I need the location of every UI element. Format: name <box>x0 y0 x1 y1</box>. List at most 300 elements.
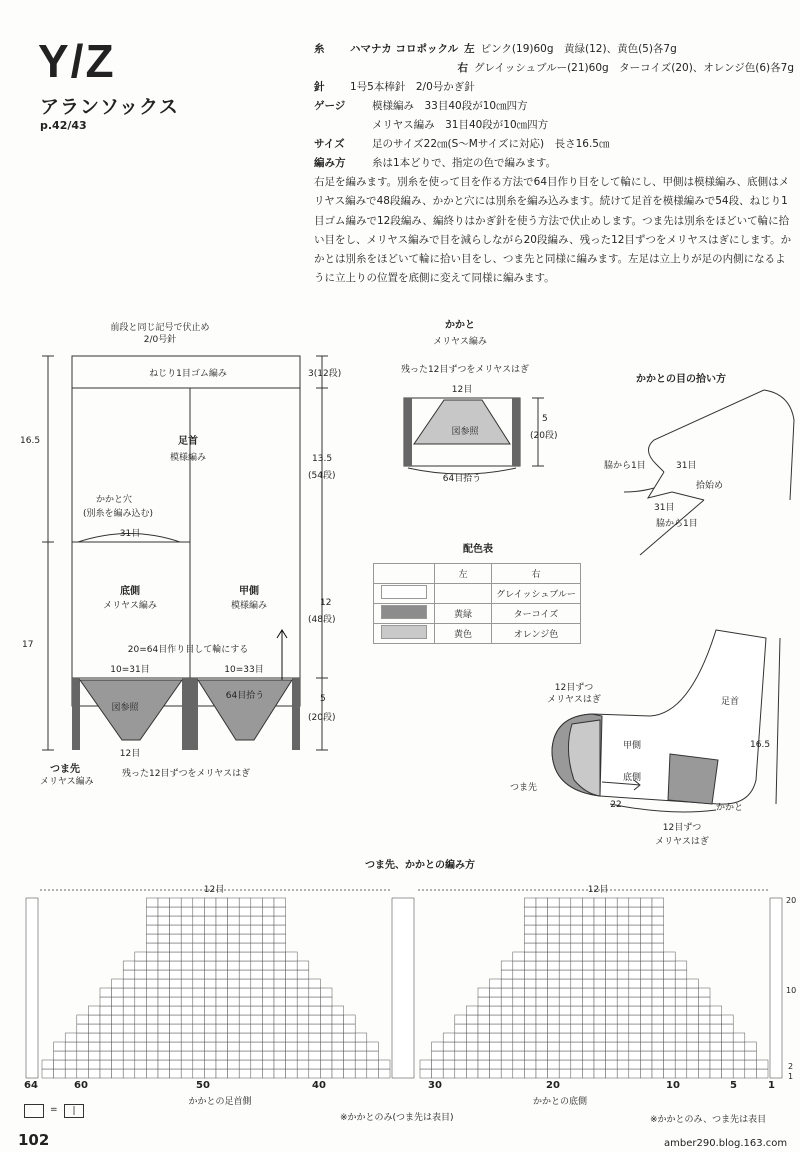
left-chart-cell <box>193 1069 205 1078</box>
left-chart-cell <box>54 1069 66 1078</box>
right-chart-cell <box>571 1006 583 1015</box>
left-chart-cell <box>158 1033 170 1042</box>
left-chart-cell <box>158 979 170 988</box>
left-chart-cell <box>146 898 158 907</box>
left-chart-cell <box>135 997 147 1006</box>
right-chart-cell <box>617 1015 629 1024</box>
right-chart-cell <box>652 988 664 997</box>
left-chart-cell <box>158 1069 170 1078</box>
right-chart-cell <box>524 916 536 925</box>
chart-left-top: 12目 <box>203 885 225 895</box>
left-chart-cell <box>88 1015 100 1024</box>
right-chart-cell <box>652 1051 664 1060</box>
right-chart-cell <box>513 970 525 979</box>
right-chart-cell <box>756 1060 768 1069</box>
left-chart-cell <box>239 970 251 979</box>
left-chart-cell <box>135 1042 147 1051</box>
right-chart-cell <box>524 1033 536 1042</box>
sole-label: 底側 <box>120 586 140 597</box>
right-chart-cell <box>640 1042 652 1051</box>
right-chart-cell <box>455 1033 467 1042</box>
right-chart-cell <box>687 1024 699 1033</box>
right-chart-cell <box>606 1042 618 1051</box>
right-chart-cell <box>455 1015 467 1024</box>
toe-rows-a: 5 <box>320 694 326 704</box>
right-chart-cell <box>548 952 560 961</box>
right-chart-cell <box>664 970 676 979</box>
left-chart-cell <box>158 898 170 907</box>
right-chart-cell <box>536 1024 548 1033</box>
right-chart-cell <box>536 997 548 1006</box>
row-2: 2 <box>788 1062 794 1071</box>
gauge-line-1: 模様編み 33目40段が10㎝四方 <box>372 100 528 112</box>
right-chart-cell <box>594 1024 606 1033</box>
right-chart-cell <box>664 961 676 970</box>
left-chart-cell <box>146 943 158 952</box>
right-chart-cell <box>513 988 525 997</box>
sock-graft-bottom-b: メリヤスはぎ <box>655 837 709 847</box>
right-chart-cell <box>524 1069 536 1078</box>
right-chart-cell <box>548 988 560 997</box>
right-chart-cell <box>582 1051 594 1060</box>
right-chart-cell <box>501 961 513 970</box>
left-chart-cell <box>274 916 286 925</box>
size-key: サイズ <box>314 138 345 150</box>
left-chart-cell <box>216 1033 228 1042</box>
legend-equals: = <box>50 1105 58 1115</box>
right-chart-cell <box>548 1033 560 1042</box>
left-chart-cell <box>65 1051 77 1060</box>
right-chart-cell <box>478 1015 490 1024</box>
tick-20: 20 <box>546 1080 560 1091</box>
left-chart-cell <box>251 1024 263 1033</box>
right-chart-cell <box>548 934 560 943</box>
right-chart-cell <box>675 961 687 970</box>
left-chart-cell <box>193 1015 205 1024</box>
right-chart-cell <box>490 1024 502 1033</box>
left-chart-cell <box>204 997 216 1006</box>
right-chart-cell <box>559 1060 571 1069</box>
left-chart-cell <box>378 1060 390 1069</box>
left-chart-cell <box>344 1051 356 1060</box>
right-chart-cell <box>559 952 571 961</box>
right-chart-cell <box>582 1015 594 1024</box>
right-chart-cell <box>443 1060 455 1069</box>
left-chart-cell <box>262 952 274 961</box>
left-chart-cell <box>204 907 216 916</box>
right-chart-cell <box>594 934 606 943</box>
left-chart-cell <box>181 1060 193 1069</box>
left-chart-cell <box>170 1024 182 1033</box>
left-chart-cell <box>239 988 251 997</box>
left-chart-cell <box>158 970 170 979</box>
left-chart-cell <box>274 952 286 961</box>
left-chart-cell <box>228 934 240 943</box>
left-chart-cell <box>181 916 193 925</box>
left-chart-cell <box>286 988 298 997</box>
left-chart-cell <box>123 997 135 1006</box>
left-chart-cell <box>158 1060 170 1069</box>
ankle-height: 13.5 <box>312 454 333 464</box>
left-chart-cell <box>274 1042 286 1051</box>
left-chart-cell <box>170 916 182 925</box>
left-chart-cell <box>286 970 298 979</box>
right-chart-cell <box>536 916 548 925</box>
right-chart-cell <box>548 961 560 970</box>
tick-40: 40 <box>312 1080 326 1091</box>
right-chart-cell <box>559 943 571 952</box>
left-chart-cell <box>170 925 182 934</box>
right-chart-cell <box>536 952 548 961</box>
right-chart-cell <box>524 961 536 970</box>
color-left: 黄緑 <box>435 604 492 624</box>
right-chart-cell <box>698 1069 710 1078</box>
right-chart-cell <box>582 997 594 1006</box>
right-chart-cell <box>536 943 548 952</box>
right-chart-cell <box>536 970 548 979</box>
right-chart-cell <box>594 1006 606 1015</box>
left-chart-cell <box>193 961 205 970</box>
heel-pattern: メリヤス編み <box>433 337 487 347</box>
right-chart-cell <box>501 1060 513 1069</box>
left-chart-cell <box>204 1006 216 1015</box>
left-chart-cell <box>158 907 170 916</box>
gauge-line-2: メリヤス編み 31目40段が10㎝四方 <box>372 119 549 131</box>
left-chart-cell <box>170 988 182 997</box>
right-chart-cell <box>455 1042 467 1051</box>
gauge-key: ゲージ <box>314 100 346 112</box>
right-chart-cell <box>652 1069 664 1078</box>
right-chart-cell <box>664 1060 676 1069</box>
left-chart-cell <box>216 1015 228 1024</box>
left-chart-cell <box>193 916 205 925</box>
right-chart-cell <box>664 1024 676 1033</box>
left-chart-cell <box>170 1069 182 1078</box>
pickup-31-a: 31目 <box>676 461 697 471</box>
sock-heel: かかと <box>716 803 744 813</box>
left-chart-cell <box>332 1006 344 1015</box>
left-chart-cell <box>193 1042 205 1051</box>
right-chart-cell <box>594 925 606 934</box>
left-chart-cell <box>204 961 216 970</box>
left-chart-cell <box>204 979 216 988</box>
right-chart-cell <box>606 1015 618 1024</box>
right-chart-cell <box>571 1069 583 1078</box>
right-chart-cell <box>571 997 583 1006</box>
left-chart-cell <box>286 1042 298 1051</box>
right-chart-cell <box>466 1033 478 1042</box>
right-chart-cell <box>710 1051 722 1060</box>
color-left <box>435 584 492 604</box>
right-chart-cell <box>733 1060 745 1069</box>
left-chart-cell <box>344 1042 356 1051</box>
left-chart-cell <box>274 961 286 970</box>
right-chart-cell <box>629 1042 641 1051</box>
main-diagram-lines <box>30 320 333 760</box>
body-rows: (48段) <box>308 615 336 625</box>
right-chart-cell <box>466 1006 478 1015</box>
right-chart-cell <box>594 907 606 916</box>
left-chart-cell <box>286 1060 298 1069</box>
cast-on-note: 20=64目作り目して輪にする <box>127 645 249 655</box>
pickup-label: 64目拾う <box>225 691 265 701</box>
left-chart-cell <box>158 916 170 925</box>
left-chart-cell <box>100 1015 112 1024</box>
left-chart-cell <box>170 1006 182 1015</box>
foot-height: 17 <box>22 640 34 650</box>
left-chart-cell <box>193 979 205 988</box>
left-chart-cell <box>216 970 228 979</box>
right-chart-cell <box>490 1060 502 1069</box>
right-chart-cell <box>745 1042 757 1051</box>
left-chart-cell <box>204 1060 216 1069</box>
left-chart-cell <box>112 1033 124 1042</box>
right-chart-cell <box>490 979 502 988</box>
left-chart-cell <box>181 1069 193 1078</box>
left-chart-cell <box>262 1033 274 1042</box>
left-chart-cell <box>332 1051 344 1060</box>
left-chart-cell <box>112 1015 124 1024</box>
right-chart-cell <box>559 898 571 907</box>
right-chart-cell <box>745 1069 757 1078</box>
right-chart-cell <box>571 943 583 952</box>
right-chart-cell <box>606 1006 618 1015</box>
color-table-title: 配色表 <box>463 544 493 555</box>
right-chart-cell <box>629 925 641 934</box>
left-chart-cell <box>54 1042 66 1051</box>
sock-length: 22 <box>610 800 622 810</box>
left-chart-cell <box>274 988 286 997</box>
col-right-header: 右 <box>492 564 581 584</box>
right-chart-cell <box>629 988 641 997</box>
right-chart-cell <box>536 1042 548 1051</box>
ankle-pattern: 模様編み <box>169 453 207 463</box>
right-chart-cell <box>432 1069 444 1078</box>
left-chart-cell <box>193 943 205 952</box>
left-chart-cell <box>181 970 193 979</box>
left-chart-cell <box>181 952 193 961</box>
right-chart-cell <box>559 961 571 970</box>
left-chart-cell <box>181 943 193 952</box>
left-chart-cell <box>262 1006 274 1015</box>
left-chart-cell <box>204 934 216 943</box>
right-chart-cell <box>629 898 641 907</box>
right-chart-cell <box>606 952 618 961</box>
left-chart-cell <box>170 952 182 961</box>
left-chart-cell <box>181 1042 193 1051</box>
right-chart-cell <box>513 1051 525 1060</box>
right-chart-cell <box>524 997 536 1006</box>
left-chart-cell <box>100 1069 112 1078</box>
left-chart-cell <box>158 988 170 997</box>
right-chart-cell <box>722 1024 734 1033</box>
left-chart-cell <box>228 979 240 988</box>
right-chart-cell <box>675 1015 687 1024</box>
right-chart-cell <box>513 1033 525 1042</box>
left-chart-cell <box>262 916 274 925</box>
left-chart-cell <box>112 1060 124 1069</box>
right-chart-cell <box>629 1033 641 1042</box>
left-chart-cell <box>100 1033 112 1042</box>
left-chart-cell <box>170 979 182 988</box>
right-chart-cell <box>698 988 710 997</box>
right-chart-cell <box>548 1015 560 1024</box>
right-chart-cell <box>548 943 560 952</box>
left-chart-cell <box>286 1015 298 1024</box>
left-chart-cell <box>146 1006 158 1015</box>
left-chart-cell <box>135 961 147 970</box>
right-chart-cell <box>675 1042 687 1051</box>
left-chart-cell <box>204 1015 216 1024</box>
right-chart-cell <box>536 907 548 916</box>
right-chart-cell <box>640 907 652 916</box>
tick-10: 10 <box>666 1080 680 1091</box>
right-chart-cell <box>501 1069 513 1078</box>
left-chart-cell <box>216 997 228 1006</box>
left-chart-cell <box>216 1042 228 1051</box>
left-chart-cell <box>146 970 158 979</box>
right-chart-cell <box>652 907 664 916</box>
right-chart-cell <box>490 988 502 997</box>
right-chart-cell <box>559 1069 571 1078</box>
right-chart-cell <box>466 1060 478 1069</box>
right-chart-cell <box>722 1033 734 1042</box>
left-chart-cell <box>135 952 147 961</box>
color-right: グレイッシュブルー <box>492 584 581 604</box>
left-chart-cell <box>239 961 251 970</box>
right-chart-cell <box>443 1033 455 1042</box>
right-chart-cell <box>466 1069 478 1078</box>
left-chart-cell <box>158 1042 170 1051</box>
right-chart-cell <box>455 1051 467 1060</box>
left-chart-cell <box>42 1069 54 1078</box>
right-chart-cell <box>664 988 676 997</box>
left-chart-cell <box>251 1051 263 1060</box>
right-chart-cell <box>582 970 594 979</box>
toe-twelve-stitches: 12目 <box>119 749 141 759</box>
right-chart-cell <box>664 1033 676 1042</box>
left-chart-cell <box>286 979 298 988</box>
right-chart-cell <box>571 898 583 907</box>
left-chart-cell <box>239 1051 251 1060</box>
right-key: 右 <box>457 62 468 74</box>
left-chart-cell <box>65 1042 77 1051</box>
left-chart-cell <box>228 1024 240 1033</box>
left-chart-cell <box>216 916 228 925</box>
left-chart-cell <box>309 1015 321 1024</box>
right-chart-cell <box>698 1051 710 1060</box>
right-chart-cell <box>594 1051 606 1060</box>
right-chart-cell <box>571 961 583 970</box>
right-chart-cell <box>652 1024 664 1033</box>
right-chart-cell <box>617 1069 629 1078</box>
left-chart-cell <box>320 997 332 1006</box>
left-chart-cell <box>344 1033 356 1042</box>
middle-edge-column <box>392 898 414 1078</box>
left-chart-cell <box>170 1042 182 1051</box>
left-chart-cell <box>228 952 240 961</box>
right-chart-cell <box>652 979 664 988</box>
left-chart-cell <box>239 1006 251 1015</box>
right-chart-cell <box>478 1051 490 1060</box>
right-chart-cell <box>513 952 525 961</box>
right-chart-cell <box>466 1015 478 1024</box>
left-chart-cell <box>100 1051 112 1060</box>
right-chart-cell <box>571 952 583 961</box>
left-chart-cell <box>286 1033 298 1042</box>
right-chart-cell <box>617 907 629 916</box>
left-chart-cell <box>181 925 193 934</box>
right-chart-cell <box>490 997 502 1006</box>
right-chart-cell <box>524 1006 536 1015</box>
left-chart-cell <box>204 1024 216 1033</box>
page-reference: p.42/43 <box>40 119 87 132</box>
right-chart-cell <box>640 997 652 1006</box>
left-chart-cell <box>135 1033 147 1042</box>
left-chart-cell <box>355 1033 367 1042</box>
left-chart-cell <box>77 1051 89 1060</box>
left-chart-cell <box>216 952 228 961</box>
right-chart-cell <box>698 1042 710 1051</box>
left-chart-cell <box>274 1015 286 1024</box>
right-chart-cell <box>432 1042 444 1051</box>
right-chart-cell <box>571 1033 583 1042</box>
right-chart-cell <box>548 907 560 916</box>
right-chart-cell <box>548 1006 560 1015</box>
left-chart-cell <box>239 943 251 952</box>
right-chart-cell <box>524 1024 536 1033</box>
left-chart-cell <box>135 1051 147 1060</box>
left-chart-cell <box>309 1051 321 1060</box>
left-chart-cell <box>146 1069 158 1078</box>
legend-knit-symbol: | <box>64 1104 84 1118</box>
see-chart-left: 図参照 <box>111 703 139 713</box>
left-chart-cell <box>216 1069 228 1078</box>
left-chart-cell <box>204 1033 216 1042</box>
right-chart-cell <box>432 1060 444 1069</box>
left-chart-cell <box>320 1015 332 1024</box>
needle-text: 1号5本棒針 2/0号かぎ針 <box>350 81 475 93</box>
left-chart-cell <box>193 952 205 961</box>
right-chart-cell <box>443 1051 455 1060</box>
left-chart-cell <box>158 943 170 952</box>
right-chart-cell <box>490 1042 502 1051</box>
left-chart-cell <box>170 934 182 943</box>
left-chart-cell <box>123 1042 135 1051</box>
left-chart-cell <box>228 1033 240 1042</box>
left-chart-cell <box>309 1069 321 1078</box>
left-chart-cell <box>135 1024 147 1033</box>
right-chart-cell <box>548 1051 560 1060</box>
left-chart-cell <box>251 1042 263 1051</box>
left-chart-cell <box>170 1015 182 1024</box>
right-chart-cell <box>490 1006 502 1015</box>
right-chart-cell <box>513 1060 525 1069</box>
left-chart-cell <box>228 907 240 916</box>
left-chart-cell <box>239 979 251 988</box>
right-chart-cell <box>664 1006 676 1015</box>
left-chart-cell <box>65 1033 77 1042</box>
left-chart-cell <box>228 970 240 979</box>
pattern-title: アランソックス <box>40 96 179 118</box>
left-chart-cell <box>158 952 170 961</box>
right-chart-cell <box>513 1015 525 1024</box>
right-chart-cell <box>594 988 606 997</box>
right-chart-cell <box>559 934 571 943</box>
left-chart-cell <box>77 1033 89 1042</box>
left-chart-cell <box>297 988 309 997</box>
left-yarn: ピンク(19)60g 黄緑(12)、黄色(5)各7g <box>480 43 677 55</box>
